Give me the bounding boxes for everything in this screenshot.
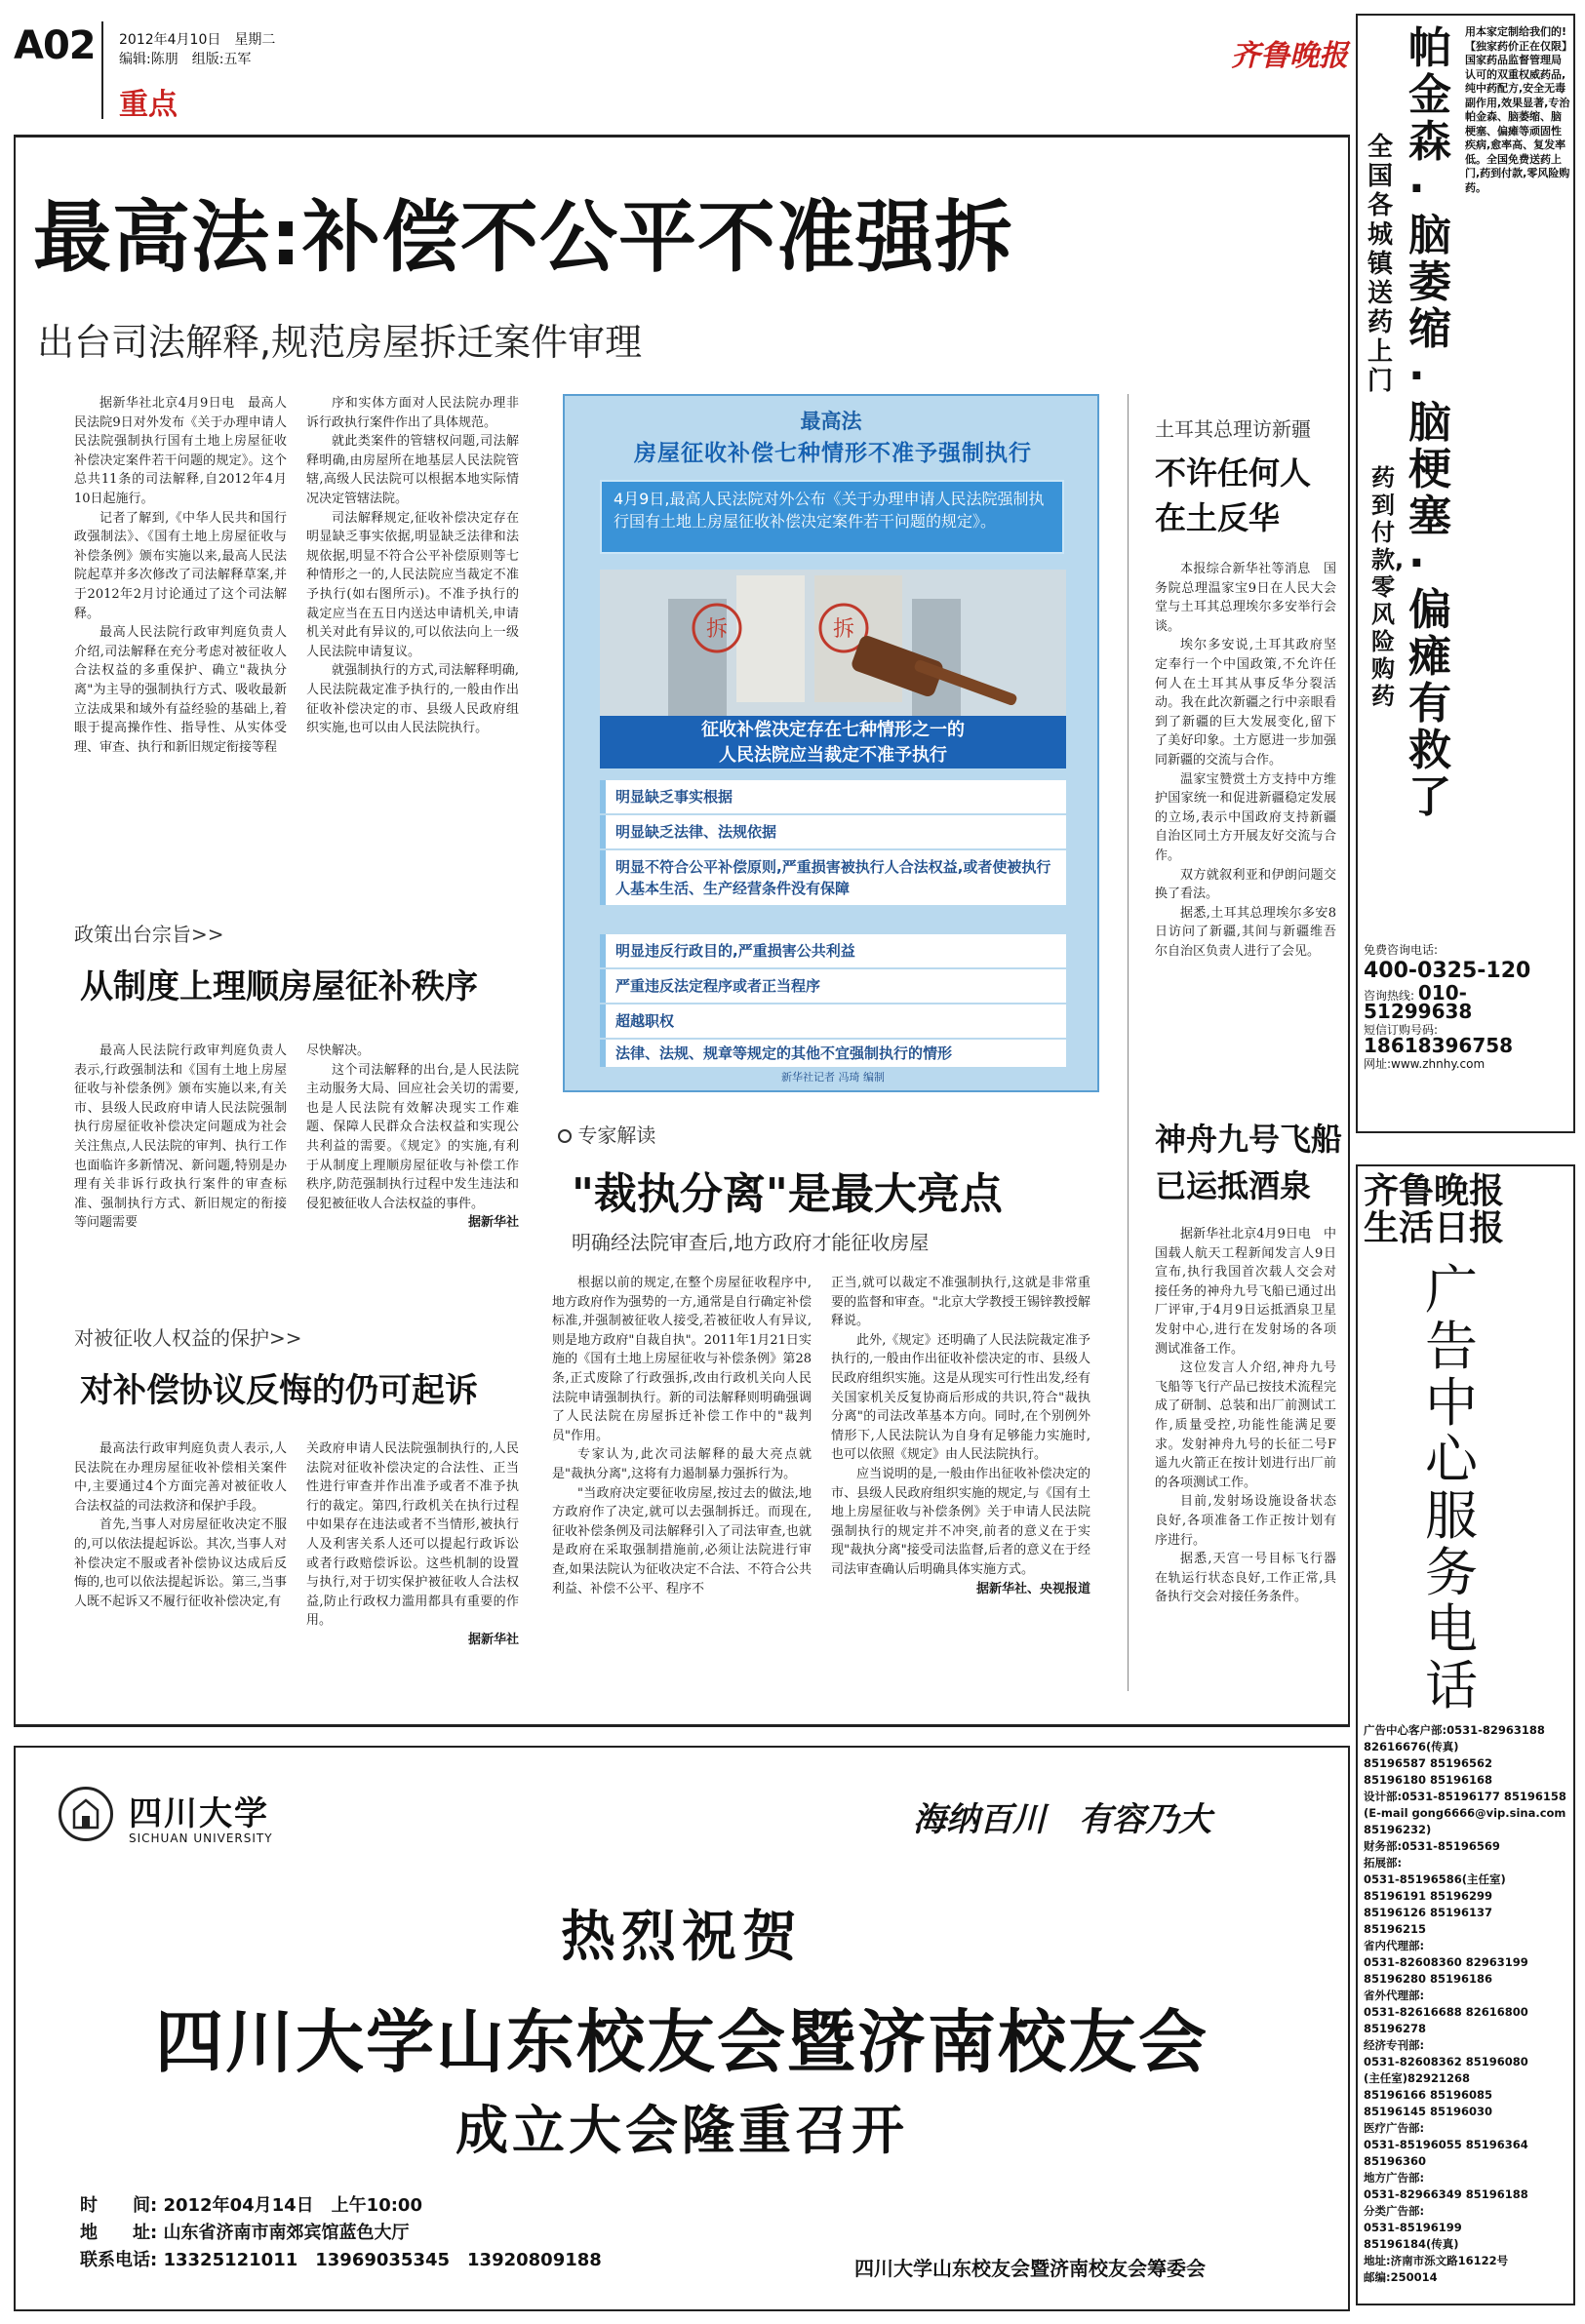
expert-subheadline: 明确经法院审查后,地方政府才能征收房屋: [572, 1231, 930, 1254]
service-ad-title-line: 齐鲁晚报: [1364, 1170, 1505, 1211]
contact-line: 85196126 85196137: [1364, 1906, 1493, 1919]
contact-line: (E-mail gong6666@vip.sina.com 85196232): [1364, 1806, 1566, 1836]
banner-line: 人民法院应当裁定不准予执行: [719, 745, 947, 766]
paragraph: 最高法行政审判庭负责人表示,人民法院在办理房屋征收补偿相关案件中,主要通过4个方面完善对被征收人合法权益的司法救济和保护手段。: [74, 1441, 287, 1514]
ad-place-label: 地 址:: [80, 2223, 158, 2243]
contact-row: [1364, 942, 1570, 985]
university-logo: [59, 1787, 113, 1841]
contact-line: 0531-85196586(主任室): [1364, 1872, 1506, 1886]
news-box-right-rule: [1348, 135, 1350, 1726]
expert-tag: [558, 1120, 655, 1148]
paragraph: 尽快解决。: [306, 1044, 371, 1058]
medical-ad-tagline: 药到付款,零风险购药: [1371, 464, 1405, 710]
paragraph: 专家认为,此次司法解释的最大亮点就是"裁执分离",这将有力遏制暴力强拆行为。: [552, 1447, 812, 1481]
contact-line: 0531-82608362 85196080: [1364, 2055, 1528, 2068]
section2-column-1: [74, 1042, 287, 1233]
section-tag: 对被征收人权益的保护>>: [74, 1326, 302, 1350]
infographic-item: 严重违反法定程序或者正当程序: [600, 969, 1066, 1003]
medical-ad-contacts: [1364, 942, 1570, 1072]
bottom-ad: [14, 1746, 1350, 2311]
paragraph: 这个司法解释的出台,是人民法院主动服务大局、回应社会关切的需要,也是人民法院有效解决现实工作难题、保障人民群众合法权益和实现公共利益的需要。《规定》的实施,有利于从制度上理顺房屋征收与补偿工作秩序,防范强制执行过程中发生违法和侵犯被征收人合法权益的事件。: [306, 1062, 519, 1211]
lead-subheadline: 出台司法解释,规范房屋拆迁案件审理: [37, 321, 643, 364]
service-ad: [1356, 1164, 1575, 2305]
contact-line: 地址:济南市泺文路16122号: [1364, 2254, 1509, 2267]
contact-line: 分类广告部:: [1364, 2204, 1425, 2218]
byline: 据新华社: [467, 1215, 519, 1231]
paragraph: 记者了解到,《中华人民共和国行政强制法》、《国有土地上房屋征收与补偿条例》颁布实施以来,最高人民法院起草并多次修改了司法解释草案,并于2012年2月讨论通过了这个司法解释。: [74, 510, 287, 621]
side-kicker: 土耳其总理访新疆: [1155, 417, 1311, 441]
infographic-item: 明显不符合公平补偿原则,严重损害被执行人合法权益,或者使被执行人基本生活、生产经营条件没有保障: [600, 850, 1066, 905]
contact-line: 医疗广告部:: [1364, 2121, 1425, 2135]
contact-value: 010-51299638: [1364, 981, 1473, 1023]
contact-line: 0531-82966349 85196188: [1364, 2187, 1528, 2201]
paragraph: 最高人民法院行政审判庭负责人表示,行政强制法和《国有土地上房屋征收与补偿条例》颁布实施以来,有关市、县级人民政府申请人民法院强制执行房屋征收补偿决定问题成为社会关注焦点,人民法院的审判、执行工作也面临许多新情况、新问题,特别是办理有关非诉行政执行案件的审查标准、强制执行方式、新旧规定的衔接等问题需要: [74, 1044, 287, 1231]
ad-line-2: 四川大学山东校友会暨济南校友会: [155, 2002, 1209, 2082]
contact-line: 省内代理部:: [1364, 1939, 1425, 1952]
side-headline: [1155, 451, 1311, 540]
infographic-item: 超越职权: [600, 1004, 1066, 1038]
contact-line: (主任室)82921268: [1364, 2071, 1471, 2085]
contact-line: 85196191 85196299: [1364, 1889, 1493, 1903]
editor-credit: 编辑:陈朋 组版:五军: [119, 52, 252, 67]
issue-date: 2012年4月10日 星期二: [119, 32, 276, 48]
paragraph: 据悉,土耳其总理埃尔多安8日访问了新疆,其间与新疆维吾尔自治区负责人进行了会见。: [1155, 905, 1336, 959]
side-headline-line: 神舟九号飞船: [1155, 1121, 1343, 1158]
paragraph: 就此类案件的管辖权问题,司法解释明确,由房屋所在地基层人民法院管辖,高级人民法院可以根据本地实际情况决定管辖法院。: [306, 434, 519, 506]
ad-time-value: 2012年04月14日 上午10:00: [163, 2195, 422, 2216]
contact-row: [1364, 981, 1570, 1023]
contact-line: 85196360: [1364, 2154, 1427, 2168]
ad-organizer: 四川大学山东校友会暨济南校友会筹委会: [854, 2257, 1206, 2280]
medical-ad-body: 用本家定制给我们的!【独家药价正在仅限】国家药品监督管理局认可的双重权威药品,纯中药配方,安全无毒副作用,效果显著,专治帕金森、脑萎缩、脑梗塞、偏瘫等顽固性疾病,愈率高、复发率低。全国免费送药上门,药到付款,零风险购药。: [1465, 25, 1570, 194]
service-ad-title-line: 生活日报: [1364, 1207, 1505, 1248]
paragraph: 根据以前的规定,在整个房屋征收程序中,地方政府作为强势的一方,通常是自行确定补偿标准,并强制被征收人接受,若被征收人有异议,则是地方政府"自裁自执"。2011年1月21日实施的《国有土地上房屋征收与补偿条例》第28条,正式废除了行政强拆,改由行政机关向人民法院申请强制执行。新的司法解释则明确强调了人民法院在房屋拆迁补偿工作中的"裁判员"作用。: [552, 1276, 812, 1443]
paragraph: 温家宝赞赏土方支持中方维护国家统一和促进新疆稳定发展的立场,表示中国政府支持新疆自治区同土方开展友好交流与合作。: [1155, 771, 1336, 863]
section3-column-2: [306, 1439, 519, 1650]
contact-line: 0531-85196199: [1364, 2221, 1462, 2234]
contact-line: 0531-85196055 85196364: [1364, 2138, 1528, 2151]
contact-line: 85196180 85196168: [1364, 1773, 1493, 1787]
infographic-banner: [600, 716, 1066, 768]
paragraph: 埃尔多安说,土耳其政府坚定奉行一个中国政策,不允许任何人在土耳其从事反华分裂活动。我在此次新疆之行中亲眼看到了新疆的巨大发展变化,留下了美好印象。土方愿进一步加强同新疆的交流与合作。: [1155, 638, 1336, 768]
expert-dot-icon: [558, 1129, 572, 1143]
medical-ad-headline: 帕金森·脑萎缩·脑梗塞·偏瘫有救了: [1408, 23, 1451, 822]
ad-details: [80, 2192, 602, 2274]
ad-phone-value: 13325121011 13969035345 13920809188: [163, 2250, 602, 2270]
infographic-item: 明显缺乏事实根据: [600, 780, 1066, 813]
contact-line: 85196184(传真): [1364, 2237, 1459, 2251]
masthead-logo: 齐鲁晚报: [1231, 39, 1348, 73]
paragraph: 据悉,天宫一号目标飞行器在轨运行状态良好,工作正常,具备执行交会对接任务条件。: [1155, 1552, 1336, 1605]
banner-line: 征收补偿决定存在七种情形之一的: [701, 720, 965, 740]
contact-row: [1364, 1022, 1570, 1056]
contact-label: 咨询热线:: [1364, 989, 1415, 1003]
expert-column-2: [831, 1274, 1090, 1598]
ad-place-row: [80, 2220, 602, 2247]
service-ad-contacts: [1364, 1722, 1570, 2286]
ad-line-3: 成立大会隆重召开: [456, 2100, 908, 2161]
contact-line: 广告中心客户部:0531-82963188 82616676(传真): [1364, 1723, 1545, 1753]
side-headline-line: 在土反华: [1155, 499, 1281, 536]
infographic-item: 明显缺乏法律、法规依据: [600, 815, 1066, 848]
contact-line: 85196145 85196030: [1364, 2105, 1493, 2118]
expert-column-1: [552, 1274, 812, 1598]
side-story-body: [1155, 1225, 1336, 1607]
infographic-title: 房屋征收补偿七种情形不准予强制执行: [634, 441, 1032, 466]
paragraph: 双方就叙利亚和伊朗问题交换了看法。: [1155, 867, 1336, 902]
section2-column-2: [306, 1042, 519, 1233]
section-tag: 政策出台宗旨>>: [74, 923, 224, 946]
section-label: 重点: [119, 88, 178, 122]
news-box-left-rule: [14, 135, 16, 1726]
infographic-item: 法律、法规、规章等规定的其他不宜强制执行的情形: [600, 1040, 1066, 1067]
contact-line: 85196215: [1364, 1922, 1427, 1936]
lead-headline: 最高法:补偿不公平不准强拆: [33, 192, 1013, 283]
ad-time-label: 时 间:: [80, 2195, 158, 2216]
side-headline-line: 不许任何人: [1155, 454, 1312, 492]
contact-line: 85196280 85196186: [1364, 1972, 1493, 1986]
section-headline: 从制度上理顺房屋征补秩序: [80, 967, 478, 1006]
contact-value: 18618396758: [1364, 1034, 1514, 1057]
paragraph: 目前,发射场设施设备状态良好,各项准备工作正按计划有序进行。: [1155, 1494, 1336, 1548]
news-box-bottom-rule: [14, 1724, 1350, 1727]
infographic-kicker: 最高法: [800, 410, 862, 433]
side-story-body: [1155, 560, 1336, 961]
section3-column-1: [74, 1439, 287, 1611]
service-ad-title: [1364, 1172, 1504, 1246]
paragraph: "当政府决定要征收房屋,按过去的做法,地方政府作了决定,就可以去强制拆迁。而现在,征收补偿条例及司法解释引入了司法审查,也就是政府在采取强制措施前,必须让法院进行审查,如果法院认为征收决定不合法、不符合公共利益、补偿不公平、程序不: [552, 1485, 812, 1596]
contact-line: 85196587 85196562: [1364, 1756, 1493, 1770]
paragraph: 此外,《规定》还明确了人民法院裁定准予执行的,一般由作出征收补偿决定的市、县级人民政府组织实施。这是从现实可行性出发,经有关国家机关反复协商后形成的共识,符合"裁执分离"的司法改革基本方向。同时,在个别例外情形下,人民法院认为自身有足够能力实施时,也可以依照《规定》由人民法院执行。: [831, 1332, 1090, 1463]
contact-line: 拓展部:: [1364, 1856, 1403, 1870]
contact-line: 地方广告部:: [1364, 2171, 1425, 2185]
paragraph: 据新华社北京4月9日电 最高人民法院9日对外发布《关于办理申请人民法院强制执行国有土地上房屋征收补偿决定案件若干问题的规定》。这个总共11条的司法解释,自2012年4月10日起施行。: [74, 396, 287, 506]
service-ad-vertical-title: 广告中心服务电话: [1425, 1259, 1478, 1716]
contact-line: 85196166 85196085: [1364, 2088, 1493, 2102]
side-headline: [1155, 1116, 1342, 1209]
contact-line: 设计部:0531-85196177 85196158: [1364, 1790, 1566, 1803]
section-headline: 对补偿协议反悔的仍可起诉: [80, 1371, 478, 1410]
sign-text: 拆: [832, 617, 855, 642]
paragraph: 正当,就可以裁定不准强制执行,这就是非常重要的监督和审查。"北京大学教授王锡锌教授解释说。: [831, 1276, 1090, 1329]
contact-row: 网址:www.zhnhy.com: [1364, 1057, 1486, 1071]
contact-line: 0531-82616688 82616800: [1364, 2005, 1528, 2019]
paragraph: 序和实体方面对人民法院办理非诉行政执行案件作出了具体规范。: [306, 396, 519, 430]
paragraph: 司法解释规定,征收补偿决定存在明显缺乏事实依据,明显缺乏法律和法规依据,明显不符合公平补偿原则等七种情形之一的,人民法院应当裁定不准予执行(如右图所示)。不准予执行的裁定应当在五日内送达申请机关,申请机关对此有异议的,可以依法向上一级人民法院申请复议。: [306, 510, 519, 659]
paragraph: 据新华社北京4月9日电 中国载人航天工程新闻发言人9日宣布,执行我国首次载人交会对接任务的神舟九号飞船已通过出厂评审,于4月9日运抵酒泉卫星发射中心,进行在发射场的各项测试准备工作。: [1155, 1227, 1336, 1357]
ad-phone-row: [80, 2247, 602, 2274]
infographic: [563, 394, 1099, 1092]
paragraph: 就强制执行的方式,司法解释明确,人民法院裁定准予执行的,一般由作出征收补偿决定的市、县级人民政府组织实施,也可以由人民法院执行。: [306, 663, 519, 736]
university-name: 四川大学: [129, 1794, 269, 1833]
ad-phone-label: 联系电话:: [80, 2250, 158, 2270]
contact-line: 85196278: [1364, 2022, 1427, 2035]
expert-headline: "裁执分离"是最大亮点: [572, 1169, 1003, 1219]
paragraph: 关政府申请人民法院强制执行的,人民法院对征收补偿决定的合法性、正当性进行审查并作出准予或者不准予执行的裁定。第四,行政机关在执行过程中如果存在违法或者不当情形,被执行人及利害关系人还可以提起行政诉讼或者行政赔偿诉讼。这些机制的设置与执行,对于切实保护被征收人合法权益,防止行政权力滥用都具有重要的作用。: [306, 1441, 519, 1629]
contact-line: 经济专刊部:: [1364, 2038, 1425, 2052]
infographic-item: 明显违反行政目的,严重损害公共利益: [600, 934, 1066, 967]
header-divider: [101, 21, 103, 119]
paragraph: 最高人民法院行政审判庭负责人介绍,司法解释在充分考虑对被征收人合法权益的多重保护、确立"裁执分离"为主导的强制执行方式、吸收最新立法成果和域外有益经验的基础上,着眼于提高操作性、指导性、从实体受理、审查、执行和新旧规定衔接等程: [74, 625, 287, 755]
medical-ad-tagline: 全国各城镇送药上门: [1367, 133, 1394, 396]
page-number: A02: [14, 23, 96, 68]
byline: 据新华社、央视报道: [975, 1581, 1090, 1596]
contact-label: 短信订购号码:: [1364, 1023, 1439, 1037]
byline: 据新华社: [467, 1632, 519, 1647]
top-rule: [14, 135, 1350, 138]
contact-line: 财务部:0531-85196569: [1364, 1839, 1500, 1853]
lead-column-2: [306, 394, 519, 738]
contact-line: 邮编:250014: [1364, 2270, 1438, 2284]
university-motto: 海纳百川 有容乃大: [913, 1800, 1211, 1839]
side-headline-line: 已运抵酒泉: [1155, 1167, 1312, 1204]
column-rule: [1128, 394, 1129, 1691]
right-ad-column: [1356, 14, 1575, 2305]
paragraph: 本报综合新华社等消息 国务院总理温家宝9日在人民大会堂与土耳其总理埃尔多安举行会谈。: [1155, 562, 1336, 634]
contact-line: 省外代理部:: [1364, 1989, 1425, 2002]
ad-line-1: 热烈祝贺: [561, 1906, 803, 1969]
contact-value: 400-0325-120: [1364, 959, 1531, 983]
expert-tag-label: 专家解读: [577, 1123, 656, 1147]
medical-ad: [1356, 14, 1575, 1133]
contact-line: 0531-82608360 82963199: [1364, 1955, 1528, 1969]
paragraph: 这位发言人介绍,神舟九号飞船等飞行产品已按技术流程完成了研制、总装和出厂前测试工作,质量受控,功能性能满足要求。发射神舟九号的长征二号F遥九火箭正在按计划进行出厂前的各项测试工作。: [1155, 1360, 1336, 1490]
contact-label: 免费咨询电话:: [1364, 943, 1439, 957]
university-name-en: SICHUAN UNIVERSITY: [129, 1832, 273, 1845]
sign-text: 拆: [705, 617, 729, 642]
paragraph: 首先,当事人对房屋征收决定不服的,可以依法提起诉讼。其次,当事人对补偿决定不服或者补偿协议达成后反悔的,也可以依法提起诉讼。第三,当事人既不起诉又不履行征收补偿决定,有: [74, 1517, 287, 1609]
paragraph: 应当说明的是,一般由作出征收补偿决定的市、县级人民政府组织实施的规定,与《国有土地上房屋征收与补偿条例》关于申请人民法院强制执行的规定并不冲突,前者的意义在于实现"裁执分离"接受司法监督,后者的意义在于经司法审查确认后明确具体实施方式。: [831, 1466, 1090, 1577]
ad-time-row: [80, 2192, 602, 2220]
ad-place-value: 山东省济南市南郊宾馆蓝色大厅: [163, 2223, 410, 2243]
lead-column-1: [74, 394, 287, 757]
infographic-lead: 4月9日,最高人民法院对外公布《关于办理申请人民法院强制执行国有土地上房屋征收补偿决定案件若干问题的规定》。: [600, 480, 1064, 554]
infographic-credit: 新华社记者 冯琦 编制: [781, 1071, 885, 1083]
